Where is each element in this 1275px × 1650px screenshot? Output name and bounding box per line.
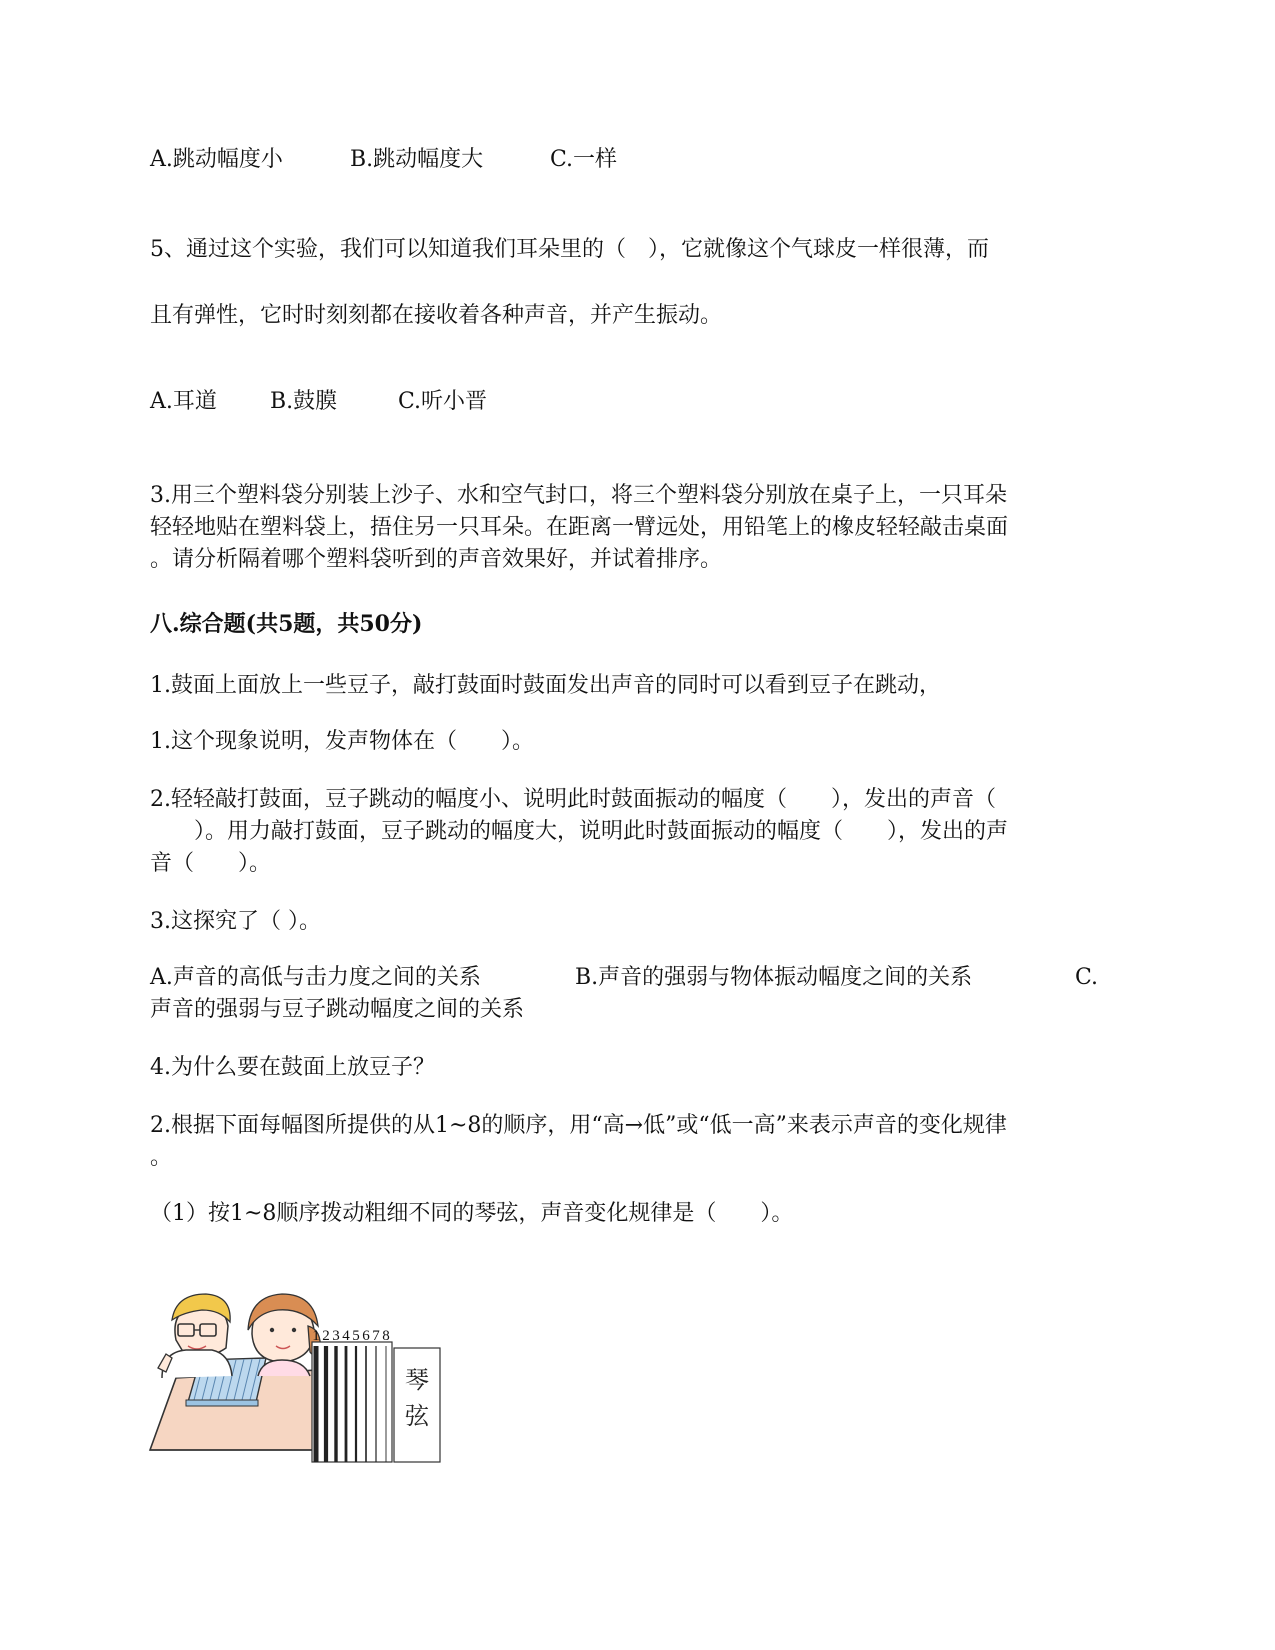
string-number: 8 [382,1328,390,1344]
string-number: 3 [332,1328,340,1344]
q4-option-a: A.跳动幅度小 [150,147,283,172]
p1-sub2-line-2: ）。用力敲打鼓面，豆子跳动的幅度大，说明此时鼓面振动的幅度（ ），发出的声 [150,819,1009,844]
strings-label-line-1: 琴 [405,1366,429,1394]
string-number: 7 [372,1328,380,1344]
section-heading: 八.综合题(共5题，共50分) [150,611,423,637]
string-number: 1 [312,1328,320,1344]
boy-figure [158,1294,232,1378]
p1-sub3: 3.这探究了（ ）。 [150,909,321,934]
q4-option-c: C.一样 [550,147,618,172]
string-number: 2 [322,1328,330,1344]
p1-sub3-option-b: B.声音的强弱与物体振动幅度之间的关系 [575,965,973,990]
zither-illustration [148,1290,463,1465]
string-number: 6 [362,1328,370,1344]
string-number: 5 [352,1328,360,1344]
q5-option-b: B.鼓膜 [270,389,338,414]
p1-intro: 1.鼓面上面放上一些豆子，敲打鼓面时鼓面发出声音的同时可以看到豆子在跳动， [150,673,941,698]
q5-option-a: A.耳道 [150,389,217,414]
strings-panel [312,1328,440,1462]
q3-line-3: 。请分析隔着哪个塑料袋听到的声音效果好，并试着排序。 [150,547,723,572]
p1-sub4: 4.为什么要在鼓面上放豆子？ [150,1055,435,1080]
q3-line-1: 3.用三个塑料袋分别装上沙子、水和空气封口，将三个塑料袋分别放在桌子上，一只耳朵 [150,483,1007,508]
q5-line-1: 5、通过这个实验，我们可以知道我们耳朵里的（ ），它就像这个气球皮一样很薄，而 [150,237,989,262]
p2-sub1: （1）按1~8顺序拨动粗细不同的琴弦，声音变化规律是（ ）。 [150,1201,794,1226]
q5-line-2: 且有弹性，它时时刻刻都在接收着各种声音，并产生振动。 [150,303,723,328]
p2-line-1: 2.根据下面每幅图所提供的从1~8的顺序，用“高→低”或“低一高”来表示声音的变化规律 [150,1113,1007,1138]
p1-sub1: 1.这个现象说明，发声物体在（ ）。 [150,729,534,754]
q3-line-2: 轻轻地贴在塑料袋上，捂住另一只耳朵。在距离一臂远处，用铅笔上的橡皮轻轻敲击桌面 [150,515,1009,540]
p2-line-2: 。 [150,1145,173,1170]
string-number: 4 [342,1328,350,1344]
q5-option-c: C.听小晋 [398,389,488,414]
p1-sub3-option-a: A.声音的高低与击力度之间的关系 [150,965,481,990]
p1-sub2-line-3: 音（ ）。 [150,851,272,876]
q4-option-b: B.跳动幅度大 [350,147,484,172]
strings-label-line-2: 弦 [405,1402,429,1430]
p1-sub3-option-c-text: 声音的强弱与豆子跳动幅度之间的关系 [150,997,525,1022]
p1-sub2-line-1: 2.轻轻敲打鼓面，豆子跳动的幅度小、说明此时鼓面振动的幅度（ ），发出的声音（ [150,787,996,812]
p1-sub3-option-c: C. [1075,965,1099,990]
